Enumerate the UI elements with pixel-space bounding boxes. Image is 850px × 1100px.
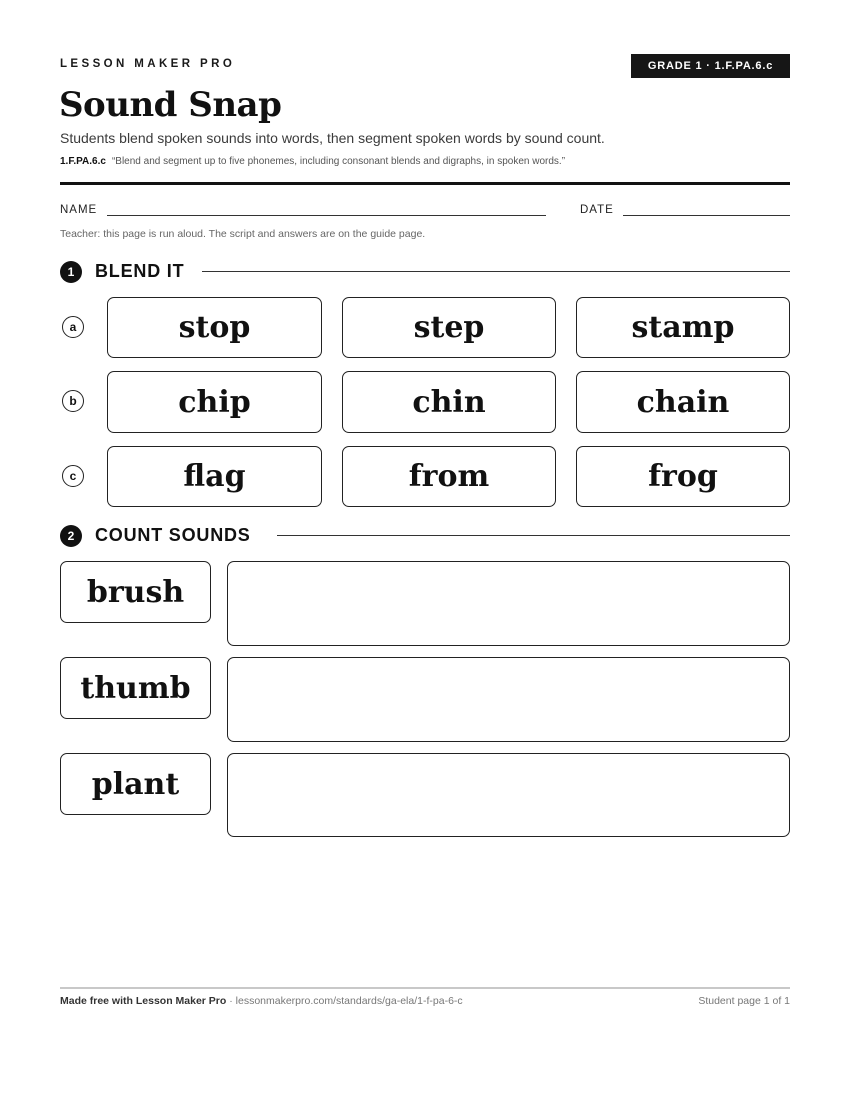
section-2-rule: [277, 535, 790, 536]
section-2-title: COUNT SOUNDS: [95, 525, 251, 545]
footer-divider: [60, 987, 790, 989]
blend-card-b3: chain: [576, 371, 790, 433]
count-word-card-2: thumb: [60, 657, 211, 719]
standard-code: 1.F.PA.6.c: [60, 156, 106, 167]
footer-page-number: Student page 1 of 1: [698, 995, 790, 1007]
header-divider: [60, 182, 790, 185]
section-1-title: BLEND IT: [95, 261, 185, 281]
section-2-number: 2: [60, 525, 82, 547]
row-a-letter: a: [62, 316, 84, 338]
name-field[interactable]: [107, 215, 546, 216]
page-title: Sound Snap: [59, 85, 282, 125]
blend-card-a2: step: [342, 297, 556, 358]
blend-card-c1: flag: [107, 446, 322, 507]
section-1-number: 1: [60, 261, 82, 283]
standard-text: “Blend and segment up to five phonemes, including consonant blends and digraphs, in spoken words.”: [111, 156, 566, 167]
date-label: DATE: [580, 204, 614, 216]
brand-name: LESSON MAKER PRO: [60, 58, 236, 70]
blend-card-a1: stop: [107, 297, 322, 358]
blend-card-b1: chip: [107, 371, 322, 433]
footer-credit: [60, 995, 463, 1007]
footer-url[interactable]: · lessonmakerpro.com/standards/ga-ela/1-f-pa-6-c: [226, 995, 463, 1007]
count-word-card-3: plant: [60, 753, 211, 815]
section-1-rule: [202, 271, 790, 272]
count-answer-box-1[interactable]: [227, 561, 790, 646]
row-c-letter: c: [62, 465, 84, 487]
standard-line: [60, 156, 565, 167]
blend-card-c2: from: [342, 446, 556, 507]
grade-badge: GRADE 1 · 1.F.PA.6.c: [631, 54, 790, 78]
count-word-card-1: brush: [60, 561, 211, 623]
page-subtitle: Students blend spoken sounds into words, then segment spoken words by sound count.: [60, 130, 605, 146]
blend-card-c3: frog: [576, 446, 790, 507]
footer-made-with: Made free with Lesson Maker Pro: [60, 995, 227, 1007]
name-label: NAME: [60, 204, 98, 216]
blend-card-a3: stamp: [576, 297, 790, 358]
row-b-letter: b: [62, 390, 84, 412]
blend-card-b2: chin: [342, 371, 556, 433]
count-answer-box-2[interactable]: [227, 657, 790, 742]
date-field[interactable]: [623, 215, 790, 216]
count-answer-box-3[interactable]: [227, 753, 790, 837]
teacher-note: Teacher: this page is run aloud. The script and answers are on the guide page.: [60, 228, 426, 240]
